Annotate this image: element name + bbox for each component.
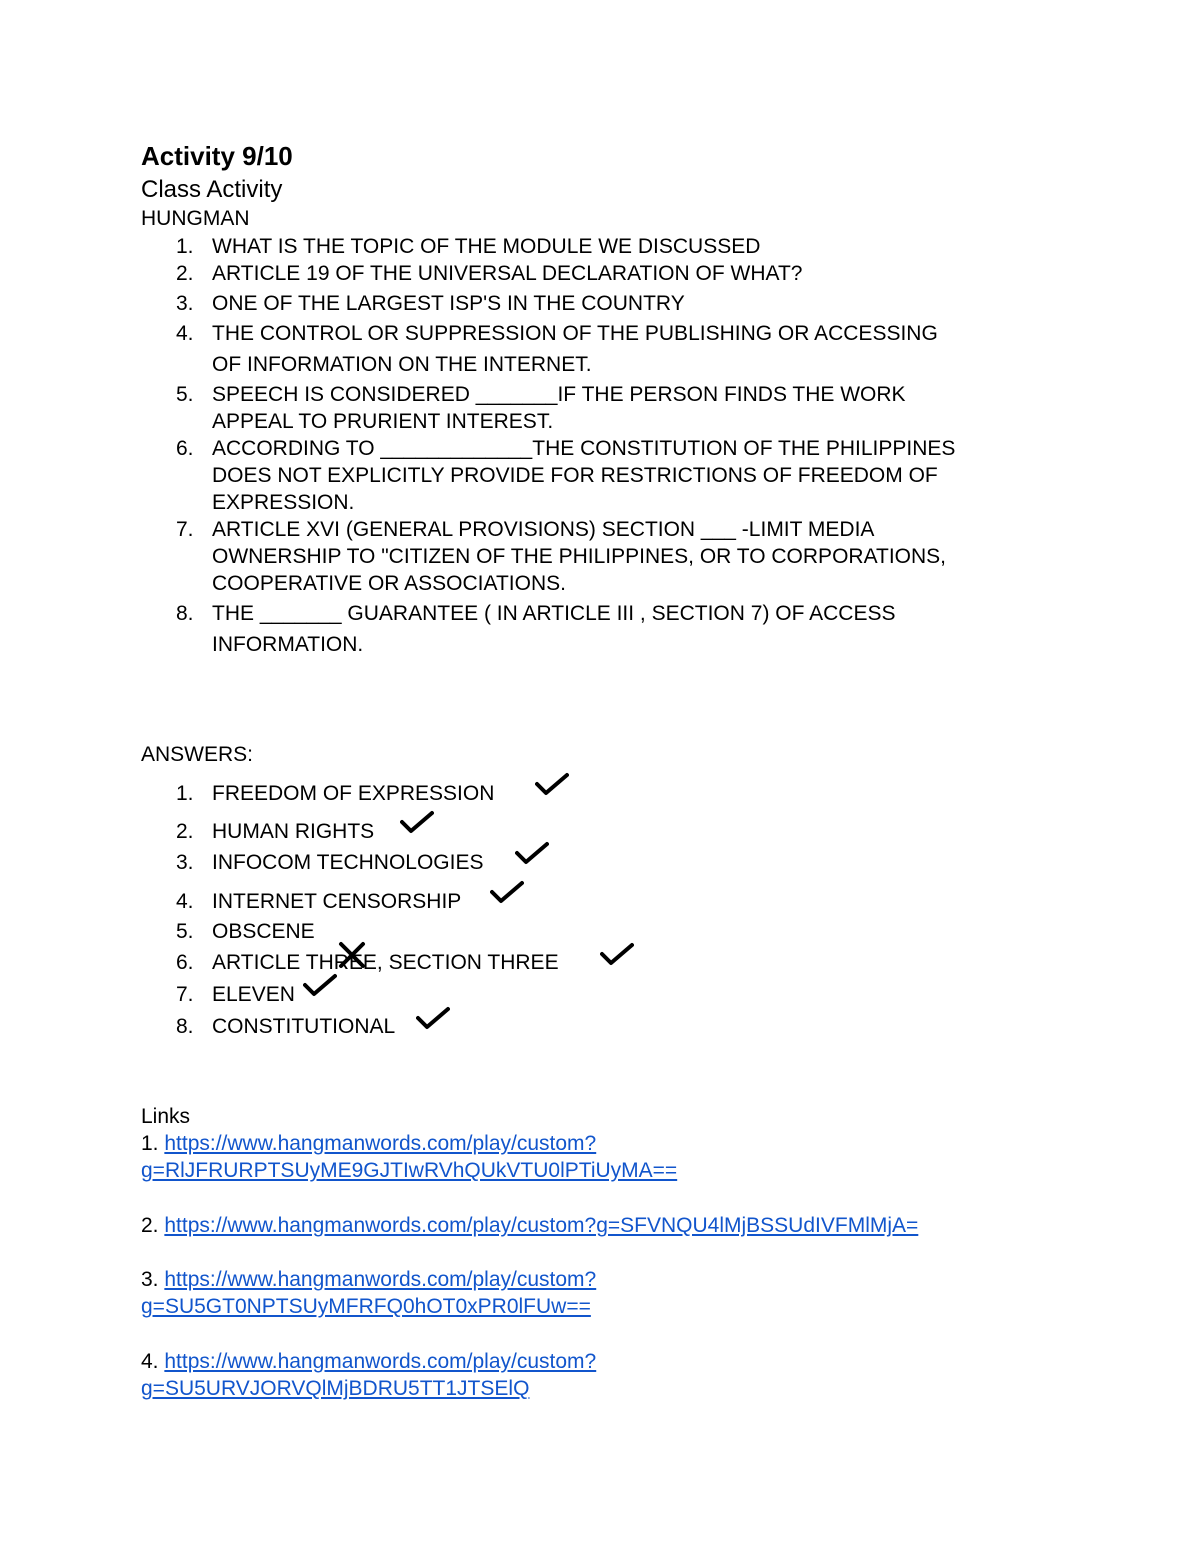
answer-text: CONSTITUTIONAL	[212, 1015, 396, 1038]
answer-number: 2.	[176, 820, 194, 843]
answer-item-4	[176, 888, 461, 915]
answer-number: 8.	[176, 1015, 194, 1038]
answer-item-1	[176, 780, 494, 807]
answer-number: 5.	[176, 920, 194, 943]
link-item-3-continued	[141, 1293, 591, 1320]
question-number: 2.	[176, 262, 194, 285]
question-text: COOPERATIVE OR ASSOCIATIONS.	[212, 572, 566, 595]
question-text: INFORMATION.	[212, 633, 364, 656]
links-label: Links	[141, 1105, 191, 1128]
answer-item-2	[176, 818, 374, 845]
hangman-link-1-query[interactable]: g=RlJFRURPTSUyME9GJTIwRVhQUkVTU0lPTiUyMA==	[141, 1159, 678, 1182]
question-item-5	[176, 381, 1066, 435]
check-mark-icon	[416, 1006, 450, 1032]
hangman-link-2[interactable]: https://www.hangmanwords.com/play/custom?g=SFVNQU4lMjBSSUdIVFMlMjA=	[164, 1214, 919, 1237]
answer-item-3	[176, 849, 483, 876]
link-number: 1.	[141, 1132, 159, 1155]
question-number: 5.	[176, 383, 194, 406]
question-text: DOES NOT EXPLICITLY PROVIDE FOR RESTRICTIONS OF FREEDOM OF	[212, 464, 938, 487]
link-number: 3.	[141, 1268, 159, 1291]
question-text: ONE OF THE LARGEST ISP'S IN THE COUNTRY	[212, 292, 685, 315]
link-item-2	[141, 1212, 918, 1239]
answer-item-5	[176, 918, 315, 945]
link-item-1	[141, 1130, 596, 1157]
link-item-3	[141, 1266, 596, 1293]
question-item-4	[176, 320, 1066, 378]
question-item-1	[176, 233, 1066, 260]
question-number: 8.	[176, 602, 194, 625]
question-text: ARTICLE XVI (GENERAL PROVISIONS) SECTION ___ -LIMIT MEDIA	[212, 518, 875, 541]
answer-item-6	[176, 949, 559, 976]
answer-text: INTERNET CENSORSHIP	[212, 890, 462, 913]
hangman-link-4-query[interactable]: g=SU5URVJORVQlMjBDRU5TT1JTSElQ	[141, 1377, 530, 1400]
answer-number: 3.	[176, 851, 194, 874]
answer-text: OBSCENE	[212, 920, 315, 943]
answer-number: 7.	[176, 983, 194, 1006]
question-text: EXPRESSION.	[212, 491, 355, 514]
question-text: OWNERSHIP TO "CITIZEN OF THE PHILIPPINES, OR TO CORPORATIONS,	[212, 545, 947, 568]
question-number: 4.	[176, 322, 194, 345]
question-number: 6.	[176, 437, 194, 460]
answer-item-7	[176, 981, 295, 1008]
check-mark-icon	[535, 772, 569, 798]
section-label: HUNGMAN	[141, 207, 250, 230]
link-item-4	[141, 1348, 596, 1375]
hangman-link-3[interactable]: https://www.hangmanwords.com/play/custom?	[164, 1268, 597, 1291]
check-mark-icon	[600, 942, 634, 968]
question-item-2	[176, 260, 1066, 287]
hangman-link-4[interactable]: https://www.hangmanwords.com/play/custom?	[164, 1350, 597, 1373]
question-number: 3.	[176, 292, 194, 315]
question-text: ARTICLE 19 OF THE UNIVERSAL DECLARATION OF WHAT?	[212, 262, 803, 285]
answer-number: 1.	[176, 782, 194, 805]
answer-text: INFOCOM TECHNOLOGIES	[212, 851, 484, 874]
link-item-1-continued	[141, 1157, 677, 1184]
cross-mark-icon	[337, 940, 367, 970]
question-number: 7.	[176, 518, 194, 541]
link-number: 2.	[141, 1214, 159, 1237]
question-text: WHAT IS THE TOPIC OF THE MODULE WE DISCUSSED	[212, 235, 761, 258]
hangman-link-3-query[interactable]: g=SU5GT0NPTSUyMFRFQ0hOT0xPR0lFUw==	[141, 1295, 591, 1318]
answer-number: 4.	[176, 890, 194, 913]
question-text: THE CONTROL OR SUPPRESSION OF THE PUBLISHING OR ACCESSING	[212, 322, 938, 345]
question-text: OF INFORMATION ON THE INTERNET.	[212, 353, 592, 376]
question-item-7	[176, 516, 1066, 597]
link-number: 4.	[141, 1350, 159, 1373]
answer-text: HUMAN RIGHTS	[212, 820, 375, 843]
hangman-link-1[interactable]: https://www.hangmanwords.com/play/custom?	[164, 1132, 597, 1155]
answer-text: ARTICLE THREE, SECTION THREE	[212, 951, 559, 974]
check-mark-icon	[303, 973, 337, 999]
question-item-8	[176, 600, 1066, 658]
answer-number: 6.	[176, 951, 194, 974]
answer-text: ELEVEN	[212, 983, 295, 1006]
check-mark-icon	[490, 880, 524, 906]
question-text: ACCORDING TO _____________THE CONSTITUTION OF THE PHILIPPINES	[212, 437, 956, 460]
question-item-3	[176, 290, 1066, 317]
question-text: SPEECH IS CONSIDERED _______IF THE PERSON FINDS THE WORK	[212, 383, 906, 406]
check-mark-icon	[400, 810, 434, 836]
link-item-4-continued	[141, 1375, 529, 1402]
question-item-6	[176, 435, 1066, 516]
answers-label: ANSWERS:	[141, 743, 254, 766]
page-subtitle: Class Activity	[141, 176, 283, 203]
question-text: THE _______ GUARANTEE ( IN ARTICLE III , SECTION 7) OF ACCESS	[212, 602, 896, 625]
page-title: Activity 9/10	[141, 141, 293, 171]
question-number: 1.	[176, 235, 194, 258]
answer-item-8	[176, 1013, 395, 1040]
answer-text: FREEDOM OF EXPRESSION	[212, 782, 495, 805]
check-mark-icon	[515, 841, 549, 867]
question-text: APPEAL TO PRURIENT INTEREST.	[212, 410, 554, 433]
